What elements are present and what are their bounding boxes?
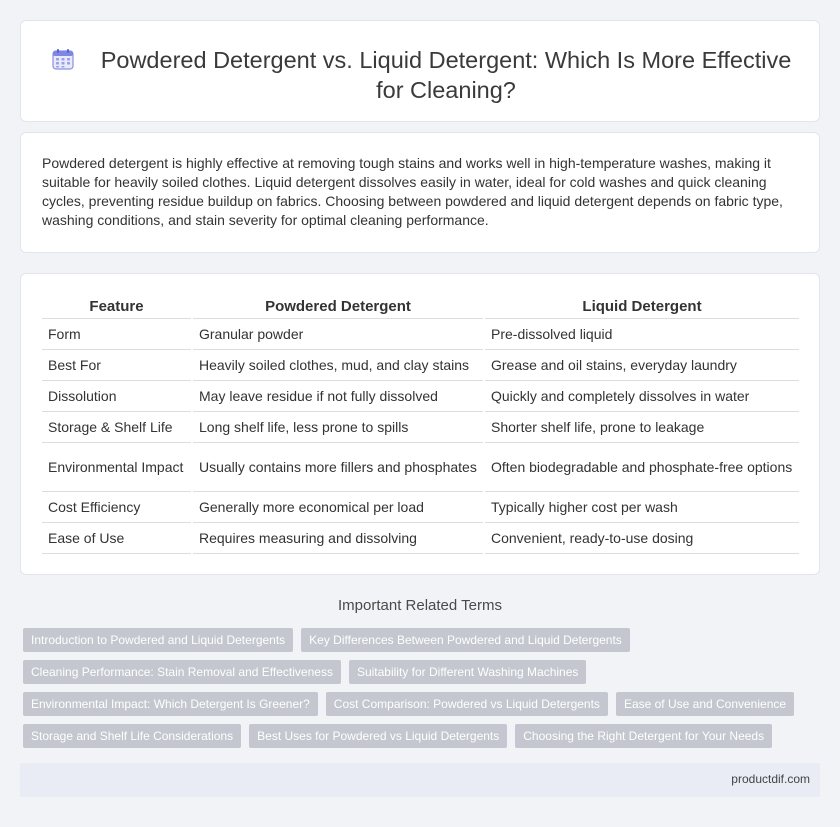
related-term-tag[interactable]: Ease of Use and Convenience <box>616 692 794 716</box>
footer-bar <box>20 763 820 797</box>
footer-brand[interactable]: productdif.com <box>731 772 810 786</box>
liquid-cell: Grease and oil stains, everyday laundry <box>484 349 799 380</box>
feature-cell: Form <box>42 318 192 349</box>
feature-cell: Dissolution <box>42 380 192 411</box>
summary-card <box>20 132 820 253</box>
powdered-cell: Usually contains more fillers and phosphates <box>192 442 484 491</box>
related-term-tag[interactable]: Storage and Shelf Life Considerations <box>23 724 241 748</box>
feature-cell: Ease of Use <box>42 522 192 553</box>
comparison-table-card <box>20 273 820 575</box>
liquid-cell: Shorter shelf life, prone to leakage <box>484 411 799 442</box>
powdered-cell: Generally more economical per load <box>192 491 484 522</box>
related-term-tag[interactable]: Cleaning Performance: Stain Removal and Effectiveness <box>23 660 341 684</box>
powdered-cell: Granular powder <box>192 318 484 349</box>
calendar-grid-icon <box>51 47 75 71</box>
powdered-cell: Requires measuring and dissolving <box>192 522 484 553</box>
feature-cell: Storage & Shelf Life <box>42 411 192 442</box>
related-term-tag[interactable]: Suitability for Different Washing Machines <box>349 660 586 684</box>
related-terms-list <box>23 628 813 756</box>
column-header-powdered: Powdered Detergent <box>192 296 484 318</box>
powdered-cell: Heavily soiled clothes, mud, and clay stains <box>192 349 484 380</box>
column-header-liquid: Liquid Detergent <box>484 296 799 318</box>
feature-cell: Best For <box>42 349 192 380</box>
table-row <box>42 318 799 349</box>
liquid-cell: Quickly and completely dissolves in water <box>484 380 799 411</box>
related-term-tag[interactable]: Environmental Impact: Which Detergent Is Greener? <box>23 692 318 716</box>
liquid-cell: Often biodegradable and phosphate-free options <box>484 442 799 491</box>
related-term-tag[interactable]: Choosing the Right Detergent for Your Needs <box>515 724 772 748</box>
liquid-cell: Pre-dissolved liquid <box>484 318 799 349</box>
feature-cell: Cost Efficiency <box>42 491 192 522</box>
table-row <box>42 349 799 380</box>
related-term-tag[interactable]: Cost Comparison: Powdered vs Liquid Detergents <box>326 692 608 716</box>
table-row <box>42 380 799 411</box>
related-term-tag[interactable]: Best Uses for Powdered vs Liquid Detergents <box>249 724 507 748</box>
liquid-cell: Convenient, ready-to-use dosing <box>484 522 799 553</box>
related-term-tag[interactable]: Introduction to Powdered and Liquid Detergents <box>23 628 293 652</box>
table-row <box>42 411 799 442</box>
powdered-cell: Long shelf life, less prone to spills <box>192 411 484 442</box>
table-header-row <box>42 296 799 318</box>
page-title: Powdered Detergent vs. Liquid Detergent: Which Is More Effective for Cleaning? <box>100 47 792 103</box>
column-header-feature: Feature <box>42 296 192 318</box>
summary-paragraph: Powdered detergent is highly effective at removing tough stains and works well in high-temperature washes, making it suitable for heavily soiled clothes. Liquid detergent dissolves easily in water, ideal for cold washes and quick cleaning cycles, preventing residue buildup on fabrics. Choosing between powdered and liquid detergent depends on fabric type, washing conditions, and stain severity for optimal cleaning performance. <box>42 155 783 228</box>
comparison-table <box>42 296 799 554</box>
related-term-tag[interactable]: Key Differences Between Powdered and Liquid Detergents <box>301 628 630 652</box>
related-terms-title: Important Related Terms <box>338 597 502 614</box>
feature-cell: Environmental Impact <box>42 442 192 491</box>
powdered-cell: May leave residue if not fully dissolved <box>192 380 484 411</box>
table-row <box>42 442 799 491</box>
table-row <box>42 522 799 553</box>
table-row <box>42 491 799 522</box>
header-card <box>20 20 820 122</box>
liquid-cell: Typically higher cost per wash <box>484 491 799 522</box>
